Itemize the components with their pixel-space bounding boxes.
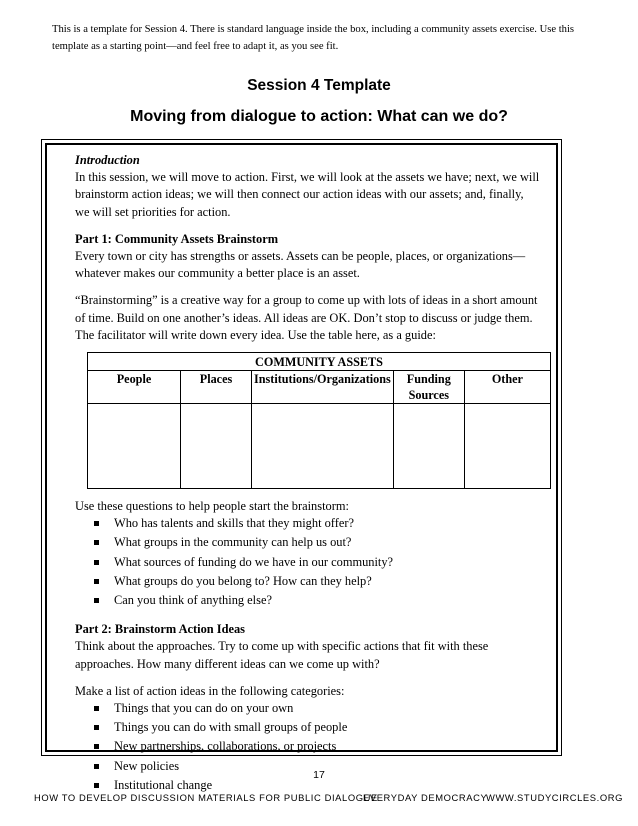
page-title: Session 4 Template <box>247 77 391 94</box>
session-content <box>75 152 560 796</box>
part2-line: approaches. How many different ideas can we come up with? <box>75 656 380 671</box>
list-item: What sources of funding do we have in our community? <box>94 554 560 571</box>
part1-line: Every town or city has strengths or assets. Assets can be people, places, or organizations— <box>75 249 526 264</box>
column-header-funding: Funding Sources <box>393 371 464 404</box>
footer-organization: EVERYDAY DEMOCRACY <box>363 792 488 803</box>
questions-intro: Use these questions to help people start the brainstorm: <box>75 499 349 514</box>
square-bullet-icon <box>94 725 99 730</box>
list-item: Things you can do with small groups of people <box>94 719 560 736</box>
table-row <box>88 404 551 489</box>
table-cell <box>252 404 394 489</box>
question-list <box>75 515 560 609</box>
page-subtitle: Moving from dialogue to action: What can we do? <box>130 108 508 125</box>
list-item: Can you think of anything else? <box>94 592 560 609</box>
table-cell <box>88 404 181 489</box>
brainstorm-line: The facilitator will write down every idea. Use the table here, as a guide: <box>75 327 436 342</box>
list-item: What groups in the community can help us out? <box>94 534 560 551</box>
community-assets-table <box>87 352 551 489</box>
square-bullet-icon <box>94 744 99 749</box>
part1-line: whatever makes our community a better place is an asset. <box>75 266 360 281</box>
brainstorm-line: of time. Build on one another’s ideas. All ideas are OK. Don’t stop to discuss or judge them. <box>75 310 533 325</box>
table-cell <box>393 404 464 489</box>
table-caption: COMMUNITY ASSETS <box>88 353 551 371</box>
list-item: Who has talents and skills that they might offer? <box>94 515 560 532</box>
square-bullet-icon <box>94 579 99 584</box>
list-item: New partnerships, collaborations, or projects <box>94 738 560 755</box>
page-number: 17 <box>313 769 325 781</box>
column-header-people: People <box>88 371 181 404</box>
categories-intro: Make a list of action ideas in the following categories: <box>75 683 345 698</box>
part2-heading: Part 2: Brainstorm Action Ideas <box>75 622 246 637</box>
intro-line: brainstorm action ideas; we will then connect our action ideas with our assets; and, finally, <box>75 187 524 202</box>
list-item: Institutional change <box>94 777 560 794</box>
list-item: What groups do you belong to? How can they help? <box>94 573 560 590</box>
column-header-other: Other <box>464 371 550 404</box>
square-bullet-icon <box>94 783 99 788</box>
intro-heading: Introduction <box>75 153 140 167</box>
template-note <box>52 21 592 55</box>
square-bullet-icon <box>94 560 99 565</box>
part2-line: Think about the approaches. Try to come up with specific actions that fit with these <box>75 639 489 654</box>
square-bullet-icon <box>94 706 99 711</box>
table-cell <box>181 404 252 489</box>
template-note-line: This is a template for Session 4. There is standard language inside the box, including a community assets exercise. Use this <box>52 24 575 35</box>
square-bullet-icon <box>94 764 99 769</box>
template-note-line: template as a starting point—and feel free to adapt it, as you see fit. <box>52 41 339 52</box>
square-bullet-icon <box>94 521 99 526</box>
footer-website: WWW.STUDYCIRCLES.ORG <box>486 792 624 803</box>
intro-line: we will set priorities for action. <box>75 204 231 219</box>
square-bullet-icon <box>94 540 99 545</box>
list-item: New policies <box>94 758 560 775</box>
square-bullet-icon <box>94 598 99 603</box>
part1-heading: Part 1: Community Assets Brainstorm <box>75 231 279 246</box>
list-item: Things that you can do on your own <box>94 700 560 717</box>
intro-line: In this session, we will move to action. First, we will look at the assets we have; next, we will <box>75 170 540 185</box>
column-header-places: Places <box>181 371 252 404</box>
table-cell <box>464 404 550 489</box>
column-header-institutions: Institutions/Organizations <box>252 371 394 404</box>
footer-publication: HOW TO DEVELOP DISCUSSION MATERIALS FOR PUBLIC DIALOGUE <box>34 792 378 803</box>
brainstorm-line: “Brainstorming” is a creative way for a group to come up with lots of ideas in a short amount <box>75 293 538 308</box>
